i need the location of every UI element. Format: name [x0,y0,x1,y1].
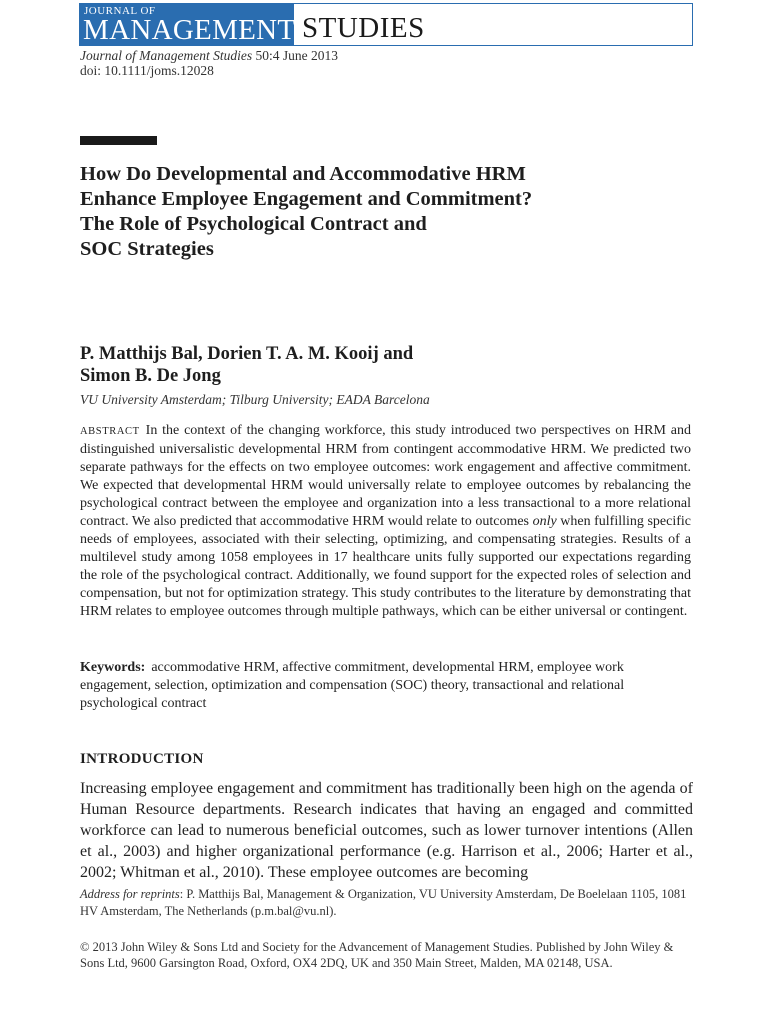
article-authors [80,343,700,387]
author-line: P. Matthijs Bal, Dorien T. A. M. Kooij and [80,344,414,364]
keywords-label: Keywords: [80,660,146,675]
title-line: How Do Developmental and Accommodative HRM [80,163,526,185]
citation-issue: 50:4 June 2013 [252,48,338,63]
title-line: Enhance Employee Engagement and Commitment? [80,188,533,210]
citation-line [80,48,338,63]
footnote-text: : P. Matthijs Bal, Management & Organization, VU University Amsterdam, De Boelelaan 1105, 1081 HV Amsterdam, The Netherlands (p.m.bal@vu.nl). [80,887,687,918]
keywords [80,659,691,713]
masthead-logo-panel [80,4,294,45]
article-title [80,162,700,262]
citation-journal: Journal of Management Studies [80,48,253,63]
keywords-text: accommodative HRM, affective commitment, developmental HRM, employee work engagement, selection, optimization and compensation (SOC) theory, transactional and relational psychological contract [80,660,625,711]
title-line: The Role of Psychological Contract and [80,213,427,235]
masthead-management: MANAGEMENT [83,14,296,46]
citation-block [80,48,338,78]
title-line: SOC Strategies [80,238,214,260]
title-rule [80,136,157,145]
author-affiliation: VU University Amsterdam; Tilburg University; EADA Barcelona [80,392,430,407]
abstract-emphasis: only [532,514,557,529]
journal-masthead [79,3,693,46]
reprint-address-footnote [80,886,691,920]
masthead-journal-of: JOURNAL OF [84,5,156,17]
abstract-label: ABSTRACT [80,426,140,437]
introduction-heading: INTRODUCTION [80,751,204,767]
copyright-notice: © 2013 John Wiley & Sons Ltd and Society for the Advancement of Management Studies. Published by John Wiley & Sons Ltd, 9600 Garsington Road, Oxford, OX4 2DQ, UK and 350 Main Street, Malden, MA 02148, USA. [80,940,674,970]
citation-doi: doi: 10.1111/joms.12028 [80,63,214,78]
masthead-studies: STUDIES [302,12,425,44]
footnote-label: Address for reprints [80,887,180,901]
abstract [80,422,691,621]
abstract-text: In the context of the changing workforce, this study introduced two perspectives on HRM and distinguished universalistic developmental HRM from contingent accommodative HRM. We predicted two separate pathways for the effects on two employee outcomes: work engagement and affective commitment. We expected that developmental HRM would universally relate to employee outcomes by rebalancing the psychological contract between the employee and organization into a less transactional to a more relational contract. We also predicted that accommodative HRM would relate to outcomes [80,423,691,529]
abstract-text-continued: when fulfilling specific needs of employees, associated with their selecting, optimizing, and compensating strategies. Results of a multilevel study among 1058 employees in 17 healthcare units fully supported our expectations regarding the role of the psychological contract. Additionally, we found support for the expected roles of selection and compensation, but not for optimization strategy. This study contributes to the literature by demonstrating that HRM relates to employee outcomes through multiple pathways, which can be either universal or contingent. [80,514,691,619]
introduction-paragraph: Increasing employee engagement and commitment has traditionally been high on the agenda of Human Resource departments. Research indicates that having an engaged and committed workforce can lead to numerous beneficial outcomes, such as lower turnover intentions (Allen et al., 2003) and higher organizational performance (e.g. Harrison et al., 2006; Harter et al., 2002; Whitman et al., 2010). These employee outcomes are becoming [80,780,693,881]
author-line: Simon B. De Jong [80,366,221,386]
